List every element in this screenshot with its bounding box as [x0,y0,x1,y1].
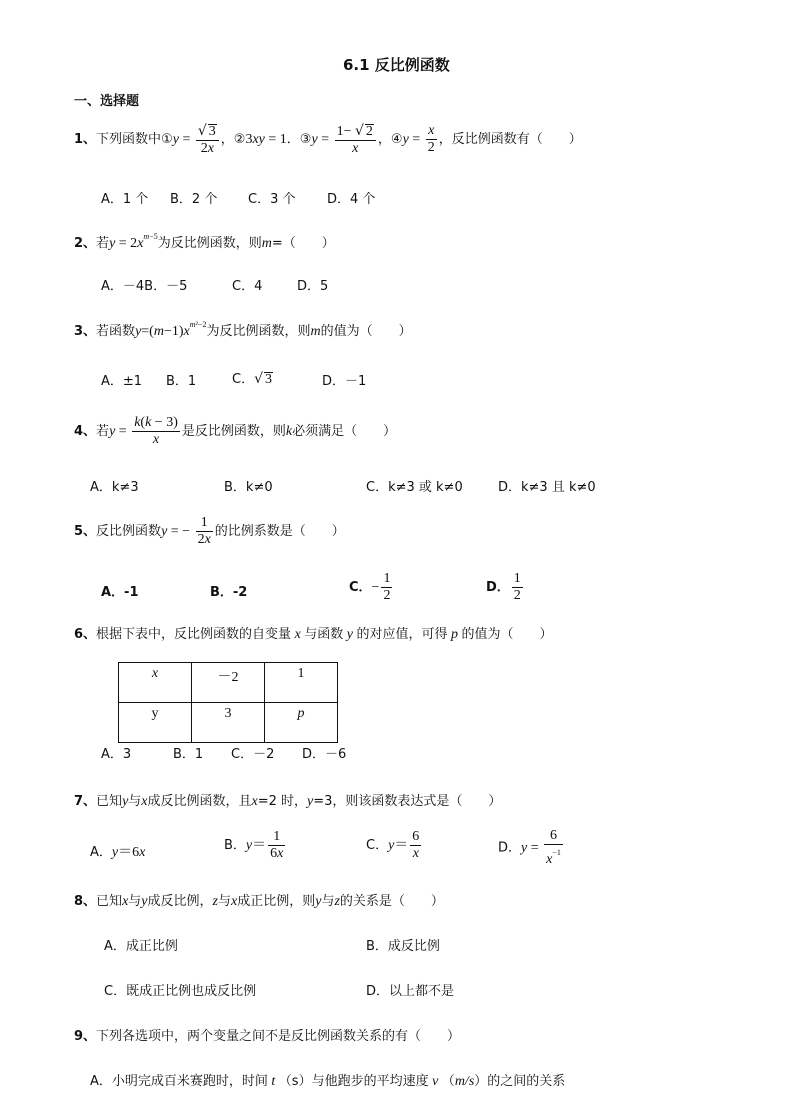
question-6: 6、根据下表中，反比例函数的自变量 x 与函数 y 的对应值，可得 p 的值为（ ） [74,627,553,642]
option-a[interactable]: A．1 个 [101,192,149,207]
fraction: $\frac{1}{6x}$ [270,829,284,861]
option-d[interactable]: D． $\frac{1}{2}$ [486,571,521,603]
table-cell: －2 [192,663,265,703]
option-b[interactable]: B．-2 [210,585,248,600]
option-d[interactable]: D．k≠3 且 k≠0 [498,480,596,495]
question-number: 7、 [74,794,97,809]
option-b[interactable]: B．2 个 [170,192,218,207]
value-table [118,662,338,743]
question-9: 9、下列各选项中，两个变量之间不是反比例函数关系的有（ ） [74,1029,461,1044]
fraction: $\frac{1}{2x}$ [197,515,211,547]
question-number: 4、 [74,424,97,439]
question-number: 8、 [74,894,97,909]
option-c[interactable]: C．－2 [231,747,275,762]
option-a[interactable]: A．成正比例 [104,939,178,954]
option-a[interactable]: A．±1 [101,374,143,389]
option-c[interactable]: C．3 个 [248,192,296,207]
option-c[interactable]: C．4 [232,279,263,294]
option-d[interactable]: D．－6 [302,747,347,762]
table-cell: 3 [192,703,265,743]
circled-number: ④ [390,132,403,147]
option-d[interactable]: D．4 个 [327,192,376,207]
question-text: 下列函数中 [96,132,162,147]
option-a[interactable]: A．-1 [101,585,139,600]
option-a[interactable]: A．－4B．－5 [101,279,188,294]
option-a[interactable]: A．小明完成百米赛跑时，时间 t （s）与他跑步的平均速度 v （m/s）的之间的关系 [90,1074,566,1089]
option-c[interactable]: C．√ 3 [232,371,272,387]
question-number: 6、 [74,627,97,642]
question-3: 3、若函数$y=(m-1)x^{m^2-2}$为反比例函数，则m的值为（ ） [74,320,412,339]
circled-number: ② [233,132,246,147]
question-number: 1、 [74,132,97,147]
fraction: $\frac{6}{x^{-1}}$ [546,828,561,867]
option-c[interactable]: C．y＝ $\frac{6}{x}$ [366,829,420,861]
option-c[interactable]: C．− $\frac{1}{2}$ [349,571,391,603]
fraction: $\frac{k(k - 3)}{x}$ [134,415,178,447]
question-number: 3、 [74,324,97,339]
page-title: 6.1 反比例函数 [343,56,450,74]
table-cell: p [265,703,338,743]
option-b[interactable]: B．y＝ $\frac{1}{6x}$ [224,829,284,861]
table-row [119,663,338,703]
fraction: $\frac{1- √ 2}{x}$ [335,123,376,157]
fraction: $\frac{x}{2}$ [427,123,435,155]
fraction: $\frac{1}{2}$ [383,571,391,603]
question-2: 2、若$y = 2x^{m-5}$为反比例函数，则m=（ ） [74,232,335,251]
option-b[interactable]: B．成反比例 [366,939,440,954]
option-a[interactable]: A．k≠3 [90,480,139,495]
option-c[interactable]: C．既成正比例也成反比例 [104,984,257,999]
question-8: 8、已知x与y成反比例，z与x成正比例，则y与z的关系是（ ） [74,894,444,909]
option-d[interactable]: D．以上都不是 [366,984,455,999]
table-cell: x [119,663,192,703]
option-a[interactable]: A．3 [101,747,132,762]
fraction: $\frac{1}{2}$ [513,571,521,603]
circled-number: ① [161,132,173,147]
section-heading: 一、选择题 [74,94,140,109]
question-4: 4、若y = $\frac{k(k - 3)}{x}$ 是反比例函数，则k必须满足（ ） [74,415,397,447]
option-b[interactable]: B．1 [166,374,197,389]
question-5: 5、反比例函数y = − $\frac{1}{2x}$ 的比例系数是（ ） [74,515,345,547]
option-d[interactable]: D．－1 [322,374,367,389]
question-7: 7、已知y与x成反比例函数，且x=2 时，y=3，则该函数表达式是（ ） [74,794,502,809]
option-d[interactable]: D．5 [297,279,329,294]
option-c[interactable]: C．k≠3 或 k≠0 [366,480,463,495]
fraction: $\frac{√ 3}{2x}$ [196,123,219,157]
circled-number: ③ [299,132,312,147]
table-cell: y [119,703,192,743]
question-number: 2、 [74,236,97,251]
option-d[interactable]: D．y = $\frac{6}{x^{-1}}$ [498,828,561,867]
question-1: 1、下列函数中①y = $\frac{√ 3}{2x}$ ，②3xy = 1．③y = $\frac{1- √ 2}{x}$ ，④y = $\frac{x}{2}$ ，反比例函数有（ ） [74,122,582,156]
option-b[interactable]: B．k≠0 [224,480,273,495]
option-b[interactable]: B．1 [173,747,204,762]
table-cell: 1 [265,663,338,703]
question-number: 9、 [74,1029,97,1044]
fraction: $\frac{6}{x}$ [412,829,420,861]
option-a[interactable]: A．y＝6x [90,845,146,860]
table-row [119,703,338,743]
question-number: 5、 [74,524,97,539]
